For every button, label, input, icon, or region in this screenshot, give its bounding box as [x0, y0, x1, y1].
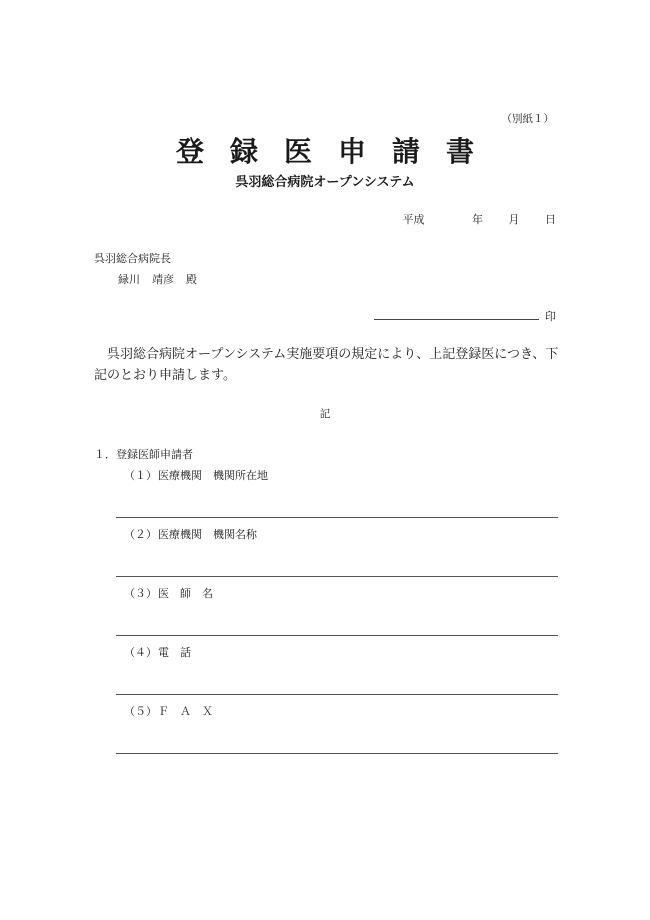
- document-subtitle: 呉羽総合病院オープンシステム: [235, 175, 415, 190]
- item-label: Ｆ Ａ Ｘ: [158, 705, 213, 718]
- fill-line-institution[interactable]: [116, 576, 558, 577]
- item-label: 医療機関 機関名称: [158, 528, 257, 541]
- addressee-hospital: 呉羽総合病院長: [94, 252, 171, 265]
- item-number: （５）: [124, 705, 157, 718]
- section-heading: １．登録医師申請者: [94, 448, 193, 461]
- signature-line: [374, 319, 539, 320]
- item-number: （１）: [124, 469, 157, 482]
- item-location: [124, 467, 268, 483]
- annex-label: （別紙１）: [501, 113, 554, 125]
- document-title: 登録医申請書: [175, 135, 500, 168]
- fill-line-location[interactable]: [116, 517, 558, 518]
- fill-line-phone[interactable]: [116, 694, 558, 695]
- seal-mark: 印: [545, 310, 556, 323]
- item-institution: [124, 526, 257, 542]
- body-paragraph: 呉羽総合病院オープンシステム実施要項の規定により、上記登録医につき、下記のとおり申請します。: [94, 347, 559, 383]
- item-label: 電 話: [158, 646, 191, 659]
- ki-heading: 記: [319, 408, 331, 420]
- addressee-honorific: 殿: [186, 273, 197, 286]
- item-doctor-name: [124, 585, 213, 601]
- item-number: （２）: [124, 528, 157, 541]
- item-phone: [124, 644, 191, 660]
- addressee-surname: 緑川: [118, 273, 140, 286]
- item-label: 医 師 名: [158, 587, 213, 600]
- item-number: （３）: [124, 587, 157, 600]
- item-number: （４）: [124, 646, 157, 659]
- addressee-name: [118, 271, 197, 287]
- addressee-given-name: 靖彦: [152, 273, 174, 286]
- fill-line-fax[interactable]: [116, 753, 558, 754]
- date-day: 日: [545, 213, 556, 226]
- date-line: [403, 211, 557, 227]
- date-era: 平成: [402, 213, 425, 226]
- date-year: 年: [472, 213, 483, 226]
- fill-line-doctor-name[interactable]: [116, 635, 558, 636]
- item-label: 医療機関 機関所在地: [158, 469, 268, 482]
- item-fax: [124, 703, 213, 719]
- date-month: 月: [508, 213, 520, 226]
